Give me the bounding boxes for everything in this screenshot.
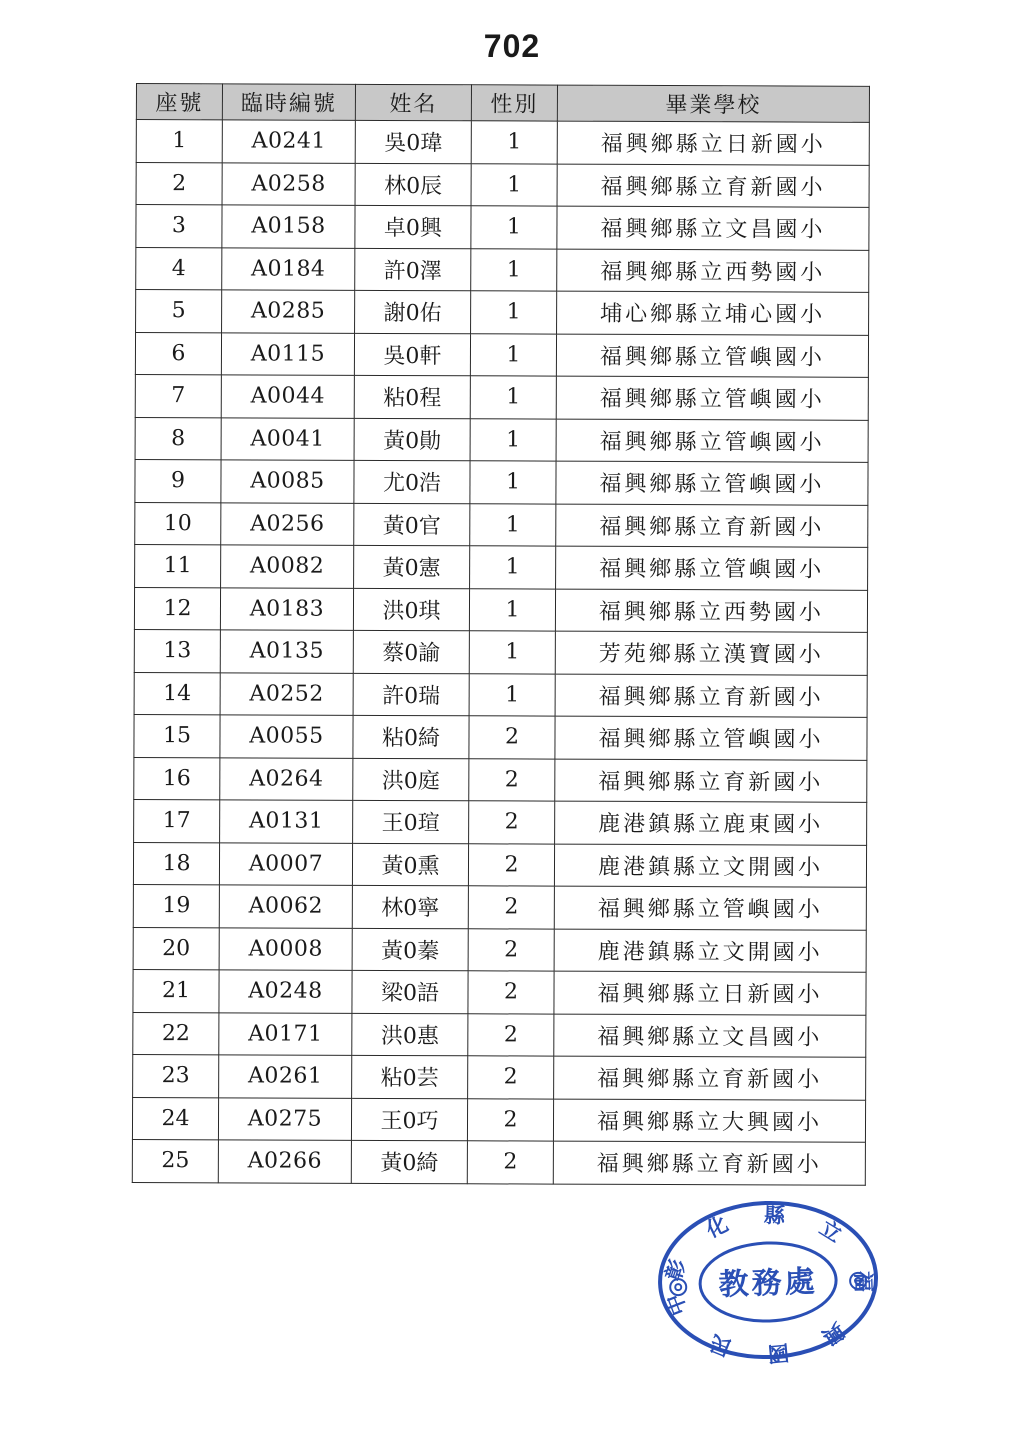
table-row <box>136 247 869 292</box>
cell-seat: 16 <box>134 757 220 800</box>
cell-gender: 2 <box>468 1056 554 1099</box>
cell-id: A0264 <box>220 757 353 800</box>
cell-gender: 1 <box>469 631 555 674</box>
cell-seat: 19 <box>133 884 219 927</box>
table-row <box>135 502 868 547</box>
cell-name: 洪0惠 <box>352 1013 468 1056</box>
cell-id: A0256 <box>221 502 354 545</box>
cell-seat: 7 <box>135 374 221 417</box>
cell-gender: 1 <box>470 418 556 461</box>
table-row <box>133 842 866 887</box>
cell-school: 福興鄉縣立育新國小 <box>555 759 867 803</box>
cell-school: 福興鄉縣立管嶼國小 <box>556 461 868 505</box>
cell-name: 梁0語 <box>352 970 468 1013</box>
cell-name: 王0巧 <box>351 1098 467 1141</box>
cell-id: A0082 <box>221 545 354 588</box>
table-row <box>134 757 867 802</box>
header-name: 姓名 <box>355 84 471 120</box>
cell-seat: 3 <box>136 205 222 248</box>
table-row <box>135 374 868 419</box>
cell-id: A0275 <box>218 1097 351 1140</box>
cell-seat: 18 <box>133 842 219 885</box>
cell-name: 黃0官 <box>354 503 470 546</box>
table-row <box>136 120 869 165</box>
cell-id: A0183 <box>220 587 353 630</box>
cell-id: A0062 <box>219 885 352 928</box>
cell-id: A0131 <box>220 800 353 843</box>
cell-gender: 1 <box>470 376 556 419</box>
cell-seat: 22 <box>133 1012 219 1055</box>
cell-gender: 1 <box>471 248 557 291</box>
cell-seat: 1 <box>136 120 222 163</box>
table-row <box>134 799 867 844</box>
cell-school: 鹿港鎮縣立鹿東國小 <box>555 801 867 845</box>
cell-seat: 24 <box>132 1097 218 1140</box>
cell-school: 鹿港鎮縣立文開國小 <box>554 929 866 973</box>
cell-school: 埔心鄉縣立埔心國小 <box>557 291 869 335</box>
cell-gender: 1 <box>470 546 556 589</box>
cell-seat: 5 <box>136 290 222 333</box>
cell-school: 福興鄉縣立育新國小 <box>556 504 868 548</box>
cell-seat: 25 <box>132 1139 218 1182</box>
cell-gender: 1 <box>469 673 555 716</box>
table-row <box>133 1054 866 1099</box>
cell-name: 卓0興 <box>355 205 471 248</box>
cell-id: A0261 <box>219 1055 352 1098</box>
header-school: 畢業學校 <box>557 85 869 122</box>
cell-school: 福興鄉縣立育新國小 <box>553 1141 865 1185</box>
cell-school: 福興鄉縣立管嶼國小 <box>556 334 868 378</box>
cell-school: 福興鄉縣立大興國小 <box>553 1099 865 1143</box>
seal-graphic <box>642 1181 883 1367</box>
cell-name: 黃0憲 <box>354 545 470 588</box>
cell-gender: 1 <box>471 163 557 206</box>
cell-id: A0085 <box>221 460 354 503</box>
cell-gender: 2 <box>467 1098 553 1141</box>
table-row <box>135 544 868 589</box>
cell-gender: 2 <box>468 843 554 886</box>
cell-school: 福興鄉縣立西勢國小 <box>557 249 869 293</box>
cell-seat: 8 <box>135 417 221 460</box>
cell-name: 粘0綺 <box>353 715 469 758</box>
cell-school: 福興鄉縣立管嶼國小 <box>556 376 868 420</box>
cell-name: 黃0綺 <box>351 1140 467 1183</box>
header-seat: 座號 <box>136 84 222 120</box>
cell-school: 福興鄉縣立育新國小 <box>554 1056 866 1100</box>
cell-school: 福興鄉縣立管嶼國小 <box>555 716 867 760</box>
cell-gender: 1 <box>470 461 556 504</box>
cell-gender: 2 <box>467 1141 553 1184</box>
cell-name: 許0瑞 <box>353 673 469 716</box>
cell-seat: 13 <box>134 629 220 672</box>
cell-school: 芳苑鄉縣立漢寶國小 <box>555 631 867 675</box>
table-row <box>132 1097 865 1142</box>
table-row <box>135 459 868 504</box>
cell-id: A0008 <box>219 927 352 970</box>
cell-id: A0135 <box>220 630 353 673</box>
cell-id: A0184 <box>222 247 355 290</box>
cell-gender: 2 <box>468 1013 554 1056</box>
cell-gender: 1 <box>470 503 556 546</box>
cell-name: 尤0浩 <box>354 460 470 503</box>
cell-gender: 1 <box>471 291 557 334</box>
cell-name: 林0辰 <box>355 163 471 206</box>
cell-id: A0248 <box>219 970 352 1013</box>
office-seal-stamp <box>642 1181 883 1367</box>
cell-school: 福興鄉縣立文昌國小 <box>557 206 869 250</box>
cell-gender: 1 <box>470 333 556 376</box>
cell-id: A0285 <box>222 290 355 333</box>
cell-name: 王0瑄 <box>353 800 469 843</box>
cell-gender: 1 <box>471 121 557 164</box>
header-gender: 性別 <box>471 85 557 121</box>
cell-name: 洪0琪 <box>353 588 469 631</box>
table-row <box>133 1012 866 1057</box>
table-row <box>134 672 867 717</box>
cell-name: 黃0蓁 <box>352 928 468 971</box>
cell-school: 福興鄉縣立育新國小 <box>555 674 867 718</box>
table-row <box>136 290 869 335</box>
cell-name: 吳0軒 <box>354 333 470 376</box>
cell-name: 許0澤 <box>355 248 471 291</box>
cell-seat: 15 <box>134 714 220 757</box>
header-temp-id: 臨時編號 <box>222 84 355 121</box>
cell-name: 蔡0諭 <box>353 630 469 673</box>
cell-school: 福興鄉縣立管嶼國小 <box>554 886 866 930</box>
cell-name: 吳0瑋 <box>355 120 471 163</box>
cell-name: 粘0程 <box>354 375 470 418</box>
cell-name: 粘0芸 <box>352 1055 468 1098</box>
cell-seat: 6 <box>135 332 221 375</box>
cell-id: A0055 <box>220 715 353 758</box>
cell-name: 謝0佑 <box>355 290 471 333</box>
table-row <box>136 205 869 250</box>
table-row <box>136 162 869 207</box>
cell-gender: 1 <box>469 588 555 631</box>
cell-name: 林0寧 <box>352 885 468 928</box>
seal-ring-text: 彰化縣立福興國民中學 <box>642 1181 877 1367</box>
cell-seat: 14 <box>134 672 220 715</box>
cell-school: 福興鄉縣立日新國小 <box>557 121 869 165</box>
cell-school: 福興鄉縣立西勢國小 <box>555 589 867 633</box>
cell-gender: 2 <box>469 716 555 759</box>
cell-gender: 2 <box>469 801 555 844</box>
cell-school: 福興鄉縣立日新國小 <box>554 971 866 1015</box>
cell-seat: 23 <box>133 1054 219 1097</box>
cell-seat: 21 <box>133 969 219 1012</box>
table-row <box>134 629 867 674</box>
table-row <box>135 332 868 377</box>
cell-id: A0252 <box>220 672 353 715</box>
cell-gender: 2 <box>468 971 554 1014</box>
table-row <box>132 1139 865 1184</box>
cell-id: A0044 <box>221 375 354 418</box>
cell-gender: 2 <box>469 758 555 801</box>
table-row <box>134 714 867 759</box>
table-row <box>134 587 867 632</box>
class-number-title: 702 <box>483 28 541 64</box>
table-body <box>132 120 869 1185</box>
roster-table <box>132 83 870 1185</box>
cell-seat: 20 <box>133 927 219 970</box>
cell-school: 福興鄉縣立育新國小 <box>557 164 869 208</box>
roster-table-container <box>132 83 870 1185</box>
table-header <box>136 84 869 123</box>
cell-id: A0241 <box>222 120 355 163</box>
cell-school: 福興鄉縣立管嶼國小 <box>556 546 868 590</box>
table-row <box>133 969 866 1014</box>
cell-id: A0115 <box>221 332 354 375</box>
cell-id: A0041 <box>221 417 354 460</box>
cell-seat: 9 <box>135 459 221 502</box>
cell-name: 黃0熏 <box>352 843 468 886</box>
seal-center-text: 教務處 <box>718 1264 819 1303</box>
cell-id: A0258 <box>222 162 355 205</box>
cell-seat: 11 <box>135 544 221 587</box>
table-row <box>135 417 868 462</box>
cell-id: A0266 <box>218 1140 351 1183</box>
cell-school: 福興鄉縣立文昌國小 <box>554 1014 866 1058</box>
cell-gender: 2 <box>468 886 554 929</box>
header-row <box>136 84 869 123</box>
cell-id: A0171 <box>219 1012 352 1055</box>
cell-gender: 2 <box>468 928 554 971</box>
cell-gender: 1 <box>471 206 557 249</box>
cell-id: A0007 <box>219 842 352 885</box>
cell-school: 福興鄉縣立管嶼國小 <box>556 419 868 463</box>
cell-seat: 4 <box>136 247 222 290</box>
cell-id: A0158 <box>222 205 355 248</box>
table-row <box>133 927 866 972</box>
table-row <box>133 884 866 929</box>
cell-seat: 17 <box>134 799 220 842</box>
cell-seat: 12 <box>134 587 220 630</box>
cell-name: 黃0勛 <box>354 418 470 461</box>
cell-school: 鹿港鎮縣立文開國小 <box>554 844 866 888</box>
cell-seat: 10 <box>135 502 221 545</box>
cell-seat: 2 <box>136 162 222 205</box>
cell-name: 洪0庭 <box>353 758 469 801</box>
